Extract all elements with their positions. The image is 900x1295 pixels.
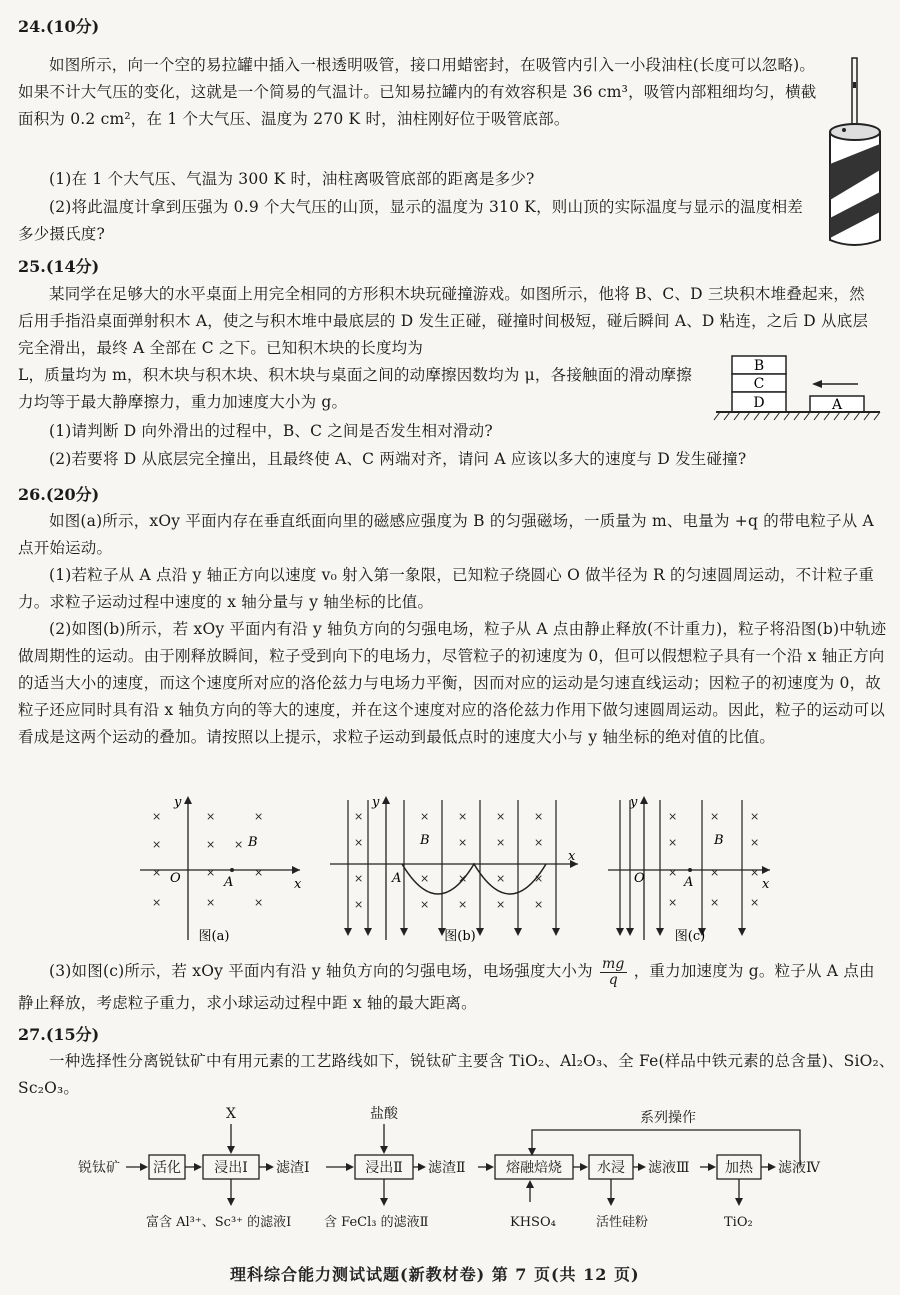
output-silica: 活性硅粉 (596, 1215, 649, 1230)
svg-text:×: × (206, 838, 216, 851)
fig-c-y-label: y (630, 795, 638, 810)
fig-b-crosses (354, 810, 543, 911)
output-tio2: TiO₂ (724, 1215, 753, 1230)
fig-c-point-b-label: B (714, 833, 724, 848)
q26-stem: 如图(a)所示，xOy 平面内存在垂直纸面向里的磁感应强度为 B 的匀强磁场，一质量为 m、电量为 +q 的带电粒子从 A 点开始运动。 (18, 512, 874, 557)
box-leach-2: 浸出Ⅱ (365, 1160, 403, 1176)
fig-c-point-a-label: A (684, 875, 694, 890)
fig-a-y-label: y (174, 795, 182, 810)
svg-text:×: × (496, 872, 506, 885)
fig-a-point-b-label: B (248, 835, 258, 850)
q26-sub2: (2)如图(b)所示，若 xOy 平面内有沿 y 轴负方向的匀强电场，粒子从 A 点由静止释放(不计重力)，粒子将沿图(b)中轨迹做周期性的运动。由于刚释放瞬间，粒子受到向下的电场力，尽管粒子的初速度为 0，但可以假想粒子具有一个沿 x 轴正方向的适当大小的速度，而这个速度所对应的洛伦兹力与电场力平衡，因而对应的运动是匀速直线运动；因粒子的初速度为 0，故粒子还应同时具有沿 x 轴负方向的等大的速度，并在这个速度对应的洛伦兹力作用下做匀速圆周运动。因此，粒子的运动可以看成是这两个运动的叠加。请按照以上提示，求粒子运动到最低点时的速度大小与 y 轴坐标的绝对值的比值。 (18, 620, 887, 746)
svg-text:×: × (254, 866, 264, 879)
fig-a-caption: 图(a) (198, 929, 230, 944)
svg-text:×: × (458, 836, 468, 849)
svg-text:×: × (206, 866, 216, 879)
box-fusion-roasting: 熔融焙烧 (506, 1160, 562, 1176)
svg-text:×: × (458, 810, 468, 823)
svg-text:×: × (668, 896, 678, 909)
svg-text:×: × (496, 898, 506, 911)
svg-text:×: × (710, 866, 720, 879)
field-figures (130, 790, 790, 950)
soda-can-figure (820, 52, 888, 252)
q24-sub1: (1)在 1 个大气压、气温为 300 K 时，油柱离吸管底部的距离是多少? (49, 170, 535, 188)
fig-a-crosses (152, 810, 263, 909)
svg-text:×: × (496, 810, 506, 823)
residue-2-label: 滤渣Ⅱ (428, 1160, 466, 1176)
figure-a (140, 795, 302, 940)
svg-text:×: × (152, 810, 162, 823)
box-leach-1: 浸出Ⅰ (214, 1160, 248, 1176)
svg-text:×: × (750, 836, 760, 849)
svg-text:×: × (750, 810, 760, 823)
fig-a-point-a-label: A (224, 875, 234, 890)
svg-text:×: × (420, 810, 430, 823)
fig-b-caption: 图(b) (444, 929, 476, 944)
q26-sub3-fraction (600, 957, 627, 988)
page-footer: 理科综合能力测试试题(新教材卷) 第 7 页(共 12 页) (230, 1265, 640, 1284)
output-filtrate-1: 富含 Al³⁺、Sc³⁺ 的滤液Ⅰ (146, 1215, 292, 1230)
svg-text:×: × (668, 810, 678, 823)
residue-1-label: 滤渣Ⅰ (276, 1160, 310, 1176)
start-label: 锐钛矿 (78, 1160, 120, 1176)
svg-text:×: × (420, 872, 430, 885)
box-activation: 活化 (153, 1160, 181, 1176)
svg-text:×: × (496, 836, 506, 849)
process-flowchart (0, 1100, 900, 1240)
block-d-label: D (753, 395, 765, 411)
blocks-figure (712, 350, 884, 428)
q24-sub2: (2)将此温度计拿到压强为 0.9 个大气压的山顶，显示的温度为 310 K，则山顶的实际温度与显示的温度相差多少摄氏度? (18, 198, 803, 243)
loop-label: 系列操作 (640, 1110, 696, 1126)
fig-b-y-label: y (372, 795, 380, 810)
q25-sub2: (2)若要将 D 从底层完全撞出，且最终使 A、C 两端对齐，请问 A 应该以多大的速度与 D 发生碰撞? (49, 450, 747, 468)
q25-stem: 某同学在足够大的水平桌面上用完全相同的方形积木块玩碰撞游戏。如图所示，他将 B、C、D 三块积木堆叠起来，然后用手指沿桌面弹射积木 A，使之与积木堆中最底层的 D 发生正碰，碰撞时间极短，碰后瞬间 A、D 粘连，之后 D 从底层完全滑出，最终 A 全部在 C 之下。已知积木块的长度均为 (18, 285, 869, 357)
box-heating: 加热 (725, 1160, 753, 1176)
svg-text:×: × (354, 898, 364, 911)
fraction-numerator: mg (601, 955, 625, 972)
output-filtrate-2: 含 FeCl₃ 的滤液Ⅱ (324, 1215, 429, 1230)
svg-text:×: × (354, 872, 364, 885)
svg-text:×: × (534, 898, 544, 911)
svg-text:×: × (152, 896, 162, 909)
fig-c-origin-label: O (634, 871, 645, 886)
figure-b (330, 795, 578, 940)
filtrate-3-label: 滤液Ⅲ (648, 1160, 690, 1176)
fig-b-x-label: x (568, 849, 576, 864)
svg-text:×: × (534, 836, 544, 849)
svg-text:×: × (254, 810, 264, 823)
svg-text:×: × (710, 810, 720, 823)
svg-text:×: × (206, 896, 216, 909)
fig-c-caption: 图(c) (674, 929, 706, 944)
q25-stem-cont: L，质量均为 m，积木块与积木块、积木块与桌面之间的动摩擦因数均为 μ，各接触面的滑动摩擦力均等于最大静摩擦力，重力加速度大小为 g。 (18, 366, 692, 411)
block-c-label: C (753, 376, 765, 392)
svg-text:×: × (668, 836, 678, 849)
svg-text:×: × (458, 898, 468, 911)
fig-c-x-label: x (762, 877, 770, 892)
q27-heading: 27.(15分) (18, 1025, 100, 1044)
svg-text:×: × (458, 872, 468, 885)
svg-text:×: × (750, 896, 760, 909)
fig-b-point-a-label: A (392, 871, 402, 886)
fig-a-x-label: x (294, 877, 302, 892)
block-a-label: A (831, 397, 843, 413)
svg-text:×: × (420, 898, 430, 911)
fig-b-point-b-label: B (420, 833, 430, 848)
svg-text:×: × (534, 872, 544, 885)
q24-heading: 24.(10分) (18, 17, 100, 36)
svg-text:×: × (206, 810, 216, 823)
block-b-label: B (753, 358, 765, 374)
input-x-label: X (226, 1106, 236, 1122)
svg-text:×: × (234, 838, 244, 851)
svg-text:×: × (354, 836, 364, 849)
svg-text:×: × (750, 866, 760, 879)
fig-c-crosses (668, 810, 759, 909)
q26-sub3-text-b: ，重力加速度为 g。粒子从 A 点由静止释放，考虑粒子重力，求小球运动过程中距 x 轴的最大距离。 (18, 962, 875, 1012)
figure-c (608, 795, 770, 940)
box-water-leach: 水浸 (597, 1160, 625, 1176)
input-khso4: KHSO₄ (510, 1215, 556, 1230)
q26-sub3 (18, 956, 888, 1018)
q27-stem: 一种选择性分离锐钛矿中有用元素的工艺路线如下，锐钛矿主要含 TiO₂、Al₂O₃、全 Fe(样品中铁元素的总含量)、SiO₂、Sc₂O₃。 (18, 1052, 895, 1097)
svg-text:×: × (354, 810, 364, 823)
q24-stem: 如图所示，向一个空的易拉罐中插入一根透明吸管，接口用蜡密封，在吸管内引入一小段油柱(长度可以忽略)。如果不计大气压的变化，这就是一个简易的气温计。已知易拉罐内的有效容积是 36 cm³，吸管内部粗细均匀，横截面积为 0.2 cm²，在 1 个大气压、温度为 270 K 时，油柱刚好位于吸管底部。 (18, 56, 817, 128)
svg-text:×: × (668, 866, 678, 879)
svg-text:×: × (534, 810, 544, 823)
svg-text:×: × (152, 838, 162, 851)
svg-text:×: × (152, 866, 162, 879)
fraction-denominator: q (608, 971, 618, 988)
q26-heading: 26.(20分) (18, 485, 100, 504)
q25-sub1: (1)请判断 D 向外滑出的过程中，B、C 之间是否发生相对滑动? (49, 422, 493, 440)
filtrate-4-label: 滤液Ⅳ (778, 1160, 820, 1176)
svg-text:×: × (710, 896, 720, 909)
q26-sub1: (1)若粒子从 A 点沿 y 轴正方向以速度 v₀ 射入第一象限，已知粒子绕圆心 O 做半径为 R 的匀速圆周运动，不计粒子重力。求粒子运动过程中速度的 x 轴分量与 y 轴坐标的比值。 (18, 566, 875, 611)
input-hcl-label: 盐酸 (370, 1106, 398, 1122)
q25-heading: 25.(14分) (18, 257, 100, 276)
q26-sub3-text-a: (3)如图(c)所示，若 xOy 平面内有沿 y 轴负方向的匀强电场，电场强度大小为 (49, 962, 593, 980)
svg-text:×: × (254, 896, 264, 909)
fig-a-origin-label: O (170, 871, 181, 886)
